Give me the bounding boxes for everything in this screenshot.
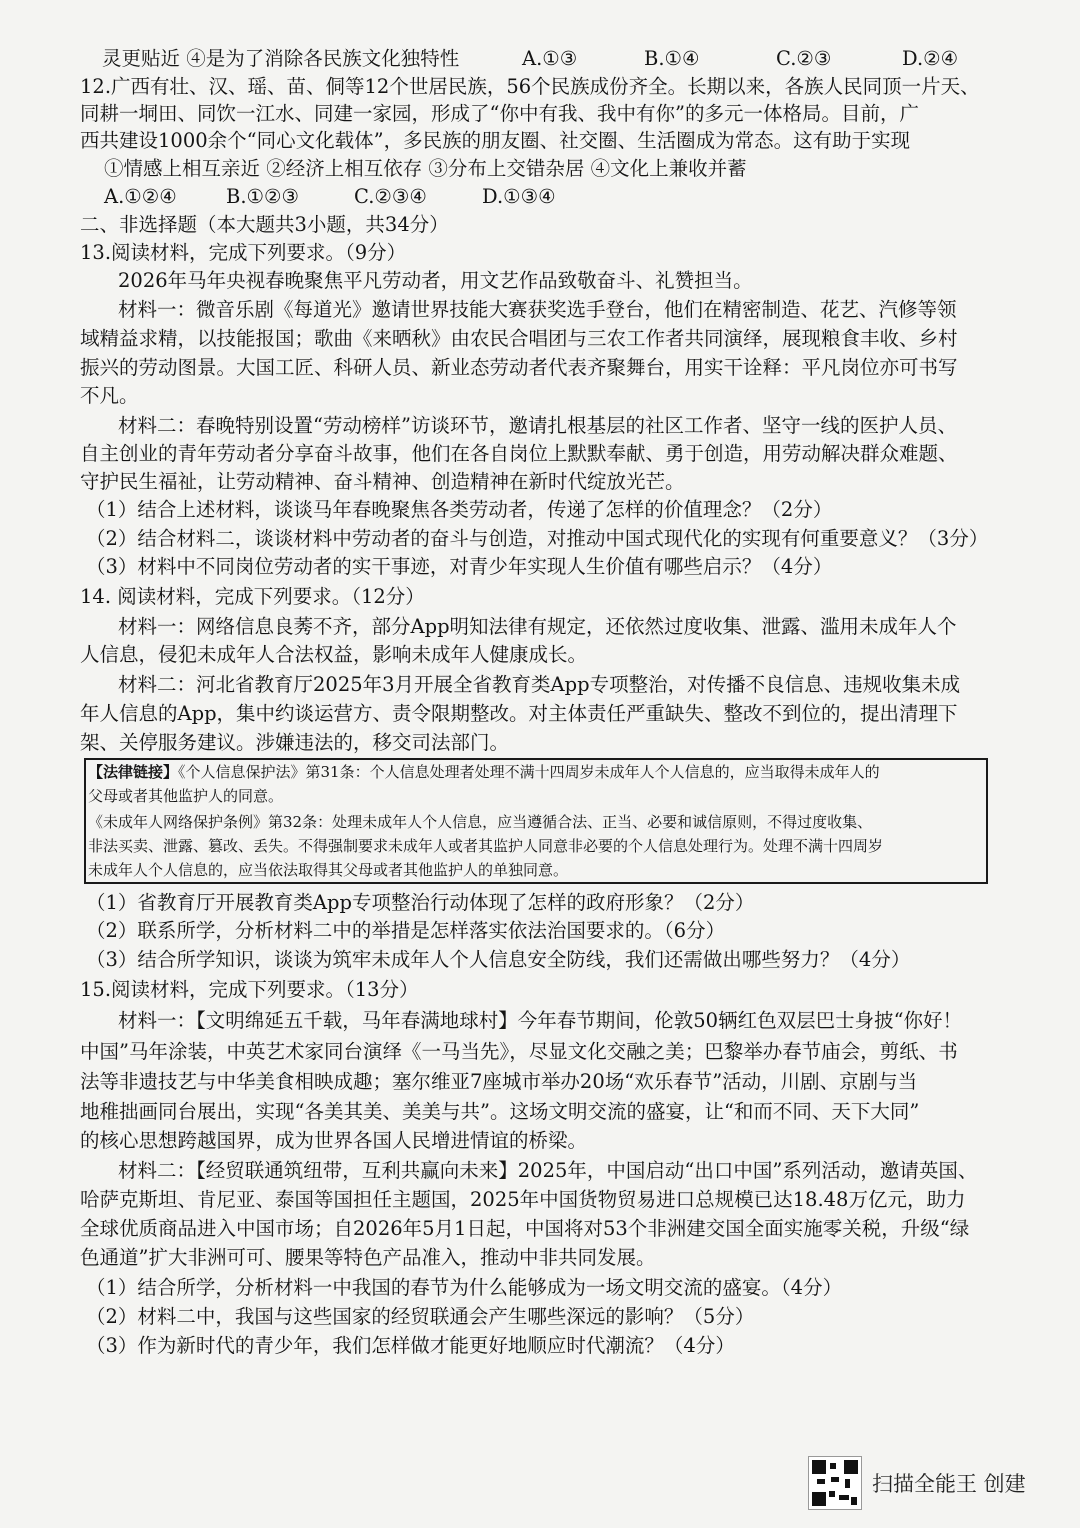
q12-option-d: D.①③④	[482, 185, 556, 208]
q15-sub-3: （3）作为新时代的青少年，我们怎样做才能更好地顺应时代潮流？（4分）	[86, 1334, 735, 1357]
q14-sub-1: （1）省教育厅开展教育类App专项整治行动体现了怎样的政府形象？（2分）	[86, 891, 755, 914]
q13-sub-2: （2）结合材料二，谈谈材料中劳动者的奋斗与创造，对推动中国式现代化的实现有何重要意义？（3分）	[86, 527, 989, 550]
q14-sub-2: （2）联系所学，分析材料二中的举措是怎样落实依法治国要求的。（6分）	[86, 919, 726, 942]
legal-line	[88, 762, 984, 783]
q12-option-b: B.①②③	[226, 185, 299, 208]
q11-tail: 灵更贴近 ④是为了消除各民族文化独特性	[102, 47, 460, 70]
q12-statements: ①情感上相互亲近 ②经济上相互依存 ③分布上交错杂居 ④文化上兼收并蓄	[104, 157, 747, 180]
scanner-watermark	[808, 1456, 1026, 1510]
legal-line: 非法买卖、泄露、篡改、丢失。不得强制要求未成年人或者其监护人同意非必要的个人信息处理行为。处理不满十四周岁	[88, 837, 884, 855]
q15-material-1: 地稚拙画同台展出，实现“各美其美、美美与共”。这场文明交流的盛宴，让“和而不同、天下大同”	[80, 1100, 920, 1123]
q12-stem: 同耕一垌田、同饮一江水、同建一家园，形成了“你中有我、我中有你”的多元一体格局。目前，广	[80, 102, 919, 125]
q14-material-1: 材料一：网络信息良莠不齐，部分App明知法律有规定，还依然过度收集、泄露、滥用未成年人个	[118, 615, 957, 638]
q13-material-2: 自主创业的青年劳动者分享奋斗故事，他们在各自岗位上默默奉献、勇于创造，用劳动解决群众难题、	[80, 442, 958, 465]
legal-heading: 【法律链接】	[88, 763, 179, 781]
q11-option-a: A.①③	[522, 47, 578, 70]
q15-material-1: 法等非遗技艺与中华美食相映成趣；塞尔维亚7座城市举办20场“欢乐春节”活动，川剧、京剧与当	[80, 1070, 918, 1093]
q13-material-1: 材料一：微音乐剧《每道光》邀请世界技能大赛获奖选手登台，他们在精密制造、花艺、汽修等领	[118, 298, 957, 321]
legal-line: 未成年人个人信息的，应当依法取得其父母或者其他监护人的单独同意。	[88, 861, 569, 879]
q15-material-2: 色通道”扩大非洲可可、腰果等特色产品准入，推动中非共同发展。	[80, 1246, 656, 1269]
q15-material-1: 中国”马年涂装，中英艺术家同台演绎《一马当先》，尽显文化交融之美；巴黎举办春节庙会，剪纸、书	[80, 1040, 958, 1063]
q14-material-1: 人信息，侵犯未成年人合法权益，影响未成年人健康成长。	[80, 643, 588, 666]
q11-option-c: C.②③	[776, 47, 832, 70]
q11-options	[522, 46, 958, 72]
q11-option-b: B.①④	[644, 47, 700, 70]
q15-sub-2: （2）材料二中，我国与这些国家的经贸联通会产生哪些深远的影响？（5分）	[86, 1305, 755, 1328]
q15-heading: 15.阅读材料，完成下列要求。（13分）	[80, 978, 419, 1001]
q12-stem: 12.广西有壮、汉、瑶、苗、侗等12个世居民族，56个民族成份齐全。长期以来，各族人民同顶一片天、	[80, 75, 980, 98]
q15-sub-1: （1）结合所学，分析材料一中我国的春节为什么能够成为一场文明交流的盛宴。（4分）	[86, 1276, 843, 1299]
q15-material-1: 材料一：【文明绵延五千载，马年春满地球村】今年春节期间，伦敦50辆红色双层巴士身披“你好！	[118, 1009, 963, 1032]
q13-sub-1: （1）结合上述材料，谈谈马年春晚聚焦各类劳动者，传递了怎样的价值理念？（2分）	[86, 498, 833, 521]
q14-sub-3: （3）结合所学知识，谈谈为筑牢未成年人个人信息安全防线，我们还需做出哪些努力？（4分）	[86, 948, 911, 971]
q13-heading: 13.阅读材料，完成下列要求。（9分）	[80, 241, 407, 264]
q14-material-2: 材料二：河北省教育厅2025年3月开展全省教育类App专项整治，对传播不良信息、违规收集未成	[118, 673, 961, 696]
legal-line: 《未成年人网络保护条例》第32条：处理未成年人个人信息，应当遵循合法、正当、必要和诚信原则，不得过度收集、	[88, 813, 873, 831]
q14-material-2: 年人信息的App，集中约谈运营方、责令限期整改。对主体责任严重缺失、整改不到位的，提出清理下	[80, 702, 958, 725]
q12-option-c: C.②③④	[354, 185, 427, 208]
scanner-label: 扫描全能王 创建	[872, 1472, 1026, 1496]
legal-line: 父母或者其他监护人的同意。	[88, 787, 284, 805]
q12-options	[104, 184, 556, 210]
q14-material-2: 架、关停服务建议。涉嫌违法的，移交司法部门。	[80, 731, 510, 754]
legal-text: 《个人信息保护法》第31条：个人信息处理者处理不满十四周岁未成年人个人信息的，应当取得未成年人的	[178, 763, 880, 781]
q12-stem: 西共建设1000余个“同心文化载体”，多民族的朋友圈、社交圈、生活圈成为常态。这有助于实现	[80, 129, 911, 152]
q13-material-1: 不凡。	[80, 384, 139, 407]
q15-material-2: 哈萨克斯坦、肯尼亚、泰国等国担任主题国，2025年中国货物贸易进口总规模已达18.48万亿元，助力	[80, 1188, 966, 1211]
q13-material-1: 域精益求精，以技能报国；歌曲《来晒秋》由农民合唱团与三农工作者共同演绎，展现粮食丰收、乡村	[80, 327, 958, 350]
q11-option-d: D.②④	[902, 47, 959, 70]
q14-heading: 14. 阅读材料，完成下列要求。（12分）	[80, 585, 425, 608]
q13-material-2: 材料二：春晚特别设置“劳动榜样”访谈环节，邀请扎根基层的社区工作者、坚守一线的医护人员、	[118, 414, 957, 437]
section-heading: 二、非选择题（本大题共3小题，共34分）	[80, 213, 449, 236]
q15-material-2: 材料二：【经贸联通筑纽带，互利共赢向未来】2025年，中国启动“出口中国”系列活动，邀请英国、	[118, 1159, 978, 1182]
q13-material-2: 守护民生福祉，让劳动精神、奋斗精神、创造精神在新时代绽放光芒。	[80, 470, 685, 493]
q15-material-2: 全球优质商品进入中国市场；自2026年5月1日起，中国将对53个非洲建交国全面实施零关税，升级“绿	[80, 1217, 970, 1240]
qr-code-icon	[808, 1456, 862, 1510]
q12-option-a: A.①②④	[104, 185, 177, 208]
q13-sub-3: （3）材料中不同岗位劳动者的实干事迹，对青少年实现人生价值有哪些启示？（4分）	[86, 555, 833, 578]
q13-material-1: 振兴的劳动图景。大国工匠、科研人员、新业态劳动者代表齐聚舞台，用实干诠释：平凡岗位亦可书写	[80, 356, 958, 379]
q13-intro: 2026年马年央视春晚聚焦平凡劳动者，用文艺作品致敬奋斗、礼赞担当。	[118, 269, 753, 292]
q15-material-1: 的核心思想跨越国界，成为世界各国人民增进情谊的桥梁。	[80, 1129, 588, 1152]
